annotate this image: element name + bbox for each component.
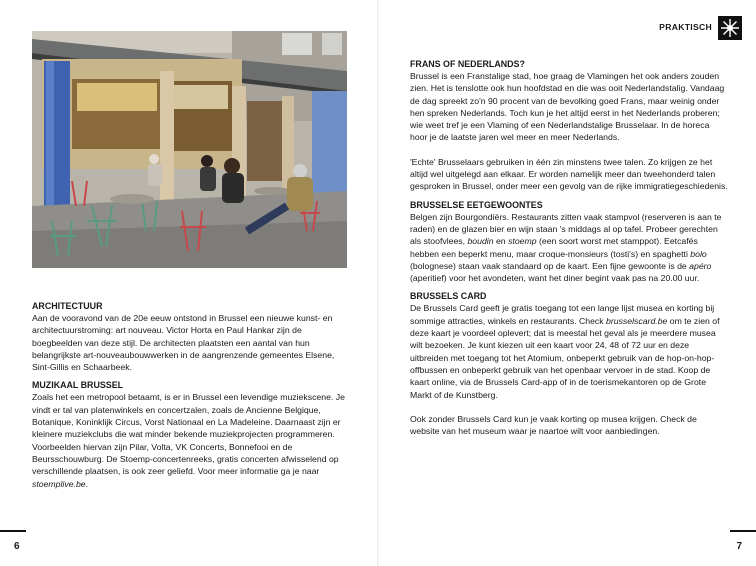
- section-body-brussels-card: [410, 302, 728, 400]
- italic-term: boudin: [467, 236, 494, 247]
- section-title-frans-of-nederlands: FRANS OF NEDERLANDS?: [410, 59, 525, 69]
- page-rule-left: [0, 530, 26, 532]
- section-title-eetgewoontes: BRUSSELSE EETGEWOONTES: [410, 199, 543, 210]
- body-text: (een soort worst met stamppot). Eetcafés hebben een beperkt menu, maar croque-monsieurs (tosti's) en spaghetti: [410, 236, 698, 259]
- italic-term: bolo: [690, 248, 707, 259]
- left-text-column: [32, 300, 347, 490]
- section-body-eetgewoontes: [410, 211, 728, 285]
- section-body-frans-1: Brussel is een Franstalige stad, hoe graag de Vlamingen het ook anders zouden zien. Het is tenslotte ook hun hoofdstad en die was ooit Nederlandstalig. Vandaag de dag spreekt zo'n 90 procent van de bevolking goed Frans, maar weinig onder hen spreken Nederlands. Toch kun je het altijd eerst in het Nederlands proberen; wie weet tref je een Vlaming of een Nederlandstalige Brusselaar. In de horeca hoor je de laatste jaren wel meer en meer Nederlands.: [410, 71, 725, 143]
- page-number-right: 7: [736, 541, 742, 552]
- section-title-muzikaal-brussel: MUZIKAAL BRUSSEL: [32, 380, 124, 391]
- right-text-column: [410, 58, 728, 437]
- body-text: (aperitief) voor het avondeten, want het diner begint vaak pas na 20.00 uur.: [410, 273, 700, 284]
- body-text: De Brussels Card geeft je gratis toegang tot een lange lijst musea en korting bij sommige attracties, winkels en restaurants. Check: [410, 303, 715, 326]
- right-page: [378, 0, 756, 566]
- section-body-brussels-card-extra: Ook zonder Brussels Card kun je vaak korting op musea krijgen. Check de website van het museum waar je naartoe wilt voor aanbiedingen.: [410, 413, 697, 437]
- body-tail: .: [85, 478, 89, 489]
- sun-star-icon: [718, 16, 742, 40]
- section-body-architectuur: Aan de vooravond van de 20e eeuw ontstond in Brussel een nieuwe kunst- en architectuurstroming: art nouveau. Victor Horta en Paul Hankar zijn de boegbeelden van deze stijl. De architecten plaatsten een aantal van hun belangrijkste art-nouveaubouwwerken in de aangrenzende gemeentes Elsene, Sint-Gillis en Schaarbeek.: [32, 313, 335, 373]
- body-text: en: [493, 236, 509, 247]
- body-text: Belgen zijn Bourgondiërs. Restaurants zitten vaak stampvol (reserveren is aan te raden) en de glazen bier en wijn staan 's middags al op tafel. Probeer gerechten als stoofvlees,: [410, 211, 722, 247]
- cafe-terrace-photo: [32, 31, 347, 268]
- body-text: om te zien of deze kaart je voordeel oplevert; dat is meestal het geval als je meerdere musea wilt bezoeken. Je kunt kiezen uit een kaart voor 24, 48 of 72 uur en deze uitbreiden met toegang tot het Atomium, onbeperkt gebruik van de hop-on-hop-offbussen en onbeperkt gebruik van het openbaar vervoer in de stad. Koop de kaart online, via de Brussels Card-app of in de toerismekantoren op de Grote Markt of de Kunstberg.: [410, 315, 720, 400]
- page-rule-right: [730, 530, 756, 532]
- page-number-left: 6: [14, 541, 20, 552]
- italic-term: apéro: [689, 260, 712, 271]
- brusselscard-link[interactable]: brusselscard.be: [606, 315, 668, 326]
- stoemplive-link[interactable]: stoemplive.be: [32, 478, 86, 489]
- body-text: (bolognese) staan vaak standaard op de kaart. Een fijne gewoonte is de: [410, 260, 690, 271]
- section-title-brussels-card: BRUSSELS CARD: [410, 291, 487, 302]
- section-title-architectuur: ARCHITECTUUR: [32, 301, 103, 311]
- section-body-frans-2: 'Echte' Brusselaars gebruiken in één zin minstens twee talen. Zo krijgen ze het altijd wel uitgelegd aan elkaar. Er worden namelijk meer dan tweehonderd talen gesproken in Brussel, onder meer een gevolg van de rijke immigratiegeschiedenis.: [410, 156, 728, 192]
- section-body-muzikaal-brussel: [32, 391, 347, 489]
- section-header-label: PRAKTISCH: [659, 22, 712, 32]
- italic-term: stoemp: [508, 236, 537, 247]
- body-text: Zoals het een metropool betaamt, is er in Brussel een levendige muziekscene. Je vindt er tal van platenwinkels en concertzalen, zoals de Ancienne Belgique, Botanique, Koninklijk Circus, Vorst Nationaal en La Madeleine. Daarnaast zijn er kleinere muziekclubs die wat minder bekende muziekprojecten programmeren. Voorbeelden hiervan zijn Pilar, Volta, VK Concerts, Bonnefooi en de Beursschouwburg. De Stoemp-concertenreeks, gratis concerten afwisselend op verschillende plaatsen, is ook zeer geliefd. Voor meer informatie ga je naar: [32, 392, 345, 477]
